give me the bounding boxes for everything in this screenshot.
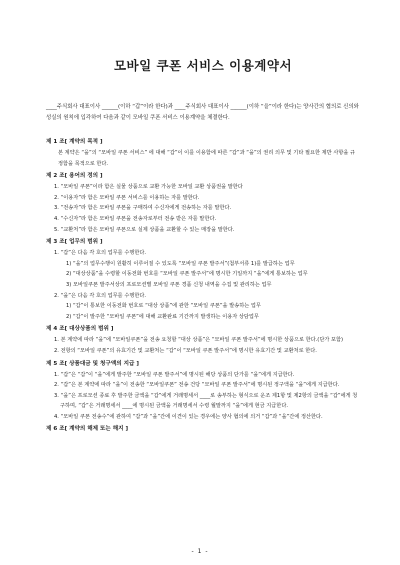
article-item: 2. 전항의 “모바일 쿠폰”의 유효기간 및 교환처는 “갑”이 “모바일 쿠폰 발주서”에 명시한 유효기간 및 교환처로 한다. <box>54 347 317 354</box>
article-item: 1. “갑”은 “갑”이 “을”에게 발주한 “모바일 쿠폰 발주서”에 명시된 해당 상품의 단가를 “을”에게 지급한다. <box>54 371 295 378</box>
article-subitem: 1) “갑”이 통보한 이동전화 번호로 “대상 상품”에 관한 “모바일 쿠폰”을 발송하는 업무 <box>66 303 261 310</box>
article-heading: 제 1 조[ 계약의 목적 ] <box>46 139 103 145</box>
article-3 <box>46 237 360 322</box>
article-heading: 제 2 조[ 용어의 정의 ] <box>46 173 103 180</box>
article-item: 3. “전송자”라 함은 모바일 쿠폰을 구매하여 수신자에게 전송하는 자를 말한다. <box>54 205 232 212</box>
articles-container <box>46 137 360 435</box>
article-4 <box>46 324 360 356</box>
article-item: 4. “모바일 쿠폰 전송수”에 관하여 “갑”과 “을”간에 이견이 있는 경우에는 양사 협의에 의거 “갑”과 “을”간에 정산한다. <box>54 413 323 420</box>
article-heading: 제 6 조[ 계약의 해제 또는 해지 ] <box>46 426 129 433</box>
article-item: 2. “을”은 다음 각 호의 업무를 수행한다. <box>54 292 147 299</box>
article-heading: 제 5 조[ 상품대금 및 청구액의 지급 ] <box>46 360 139 367</box>
article-subitem: 2) “대상상품”을 수령할 이동전화 번호를 “모바일 쿠폰 발주서”에 명시한 기일까지 “을”에게 통보하는 업무 <box>66 271 308 278</box>
article-5 <box>46 359 360 423</box>
article-item: 1. 본 계약에 따라 “을”에 “모바일쿠폰”을 전송 요청할 “대상 상품”은 “모바일 쿠폰 발주서”에 명시한 상품으로 한다.(단가 포함) <box>54 337 344 344</box>
intro-paragraph: ____주식회사 대표이사 ______(이하 “갑”이라 한다)과 ____주식회사 대표이사 ______(이하 “을”이라 한다)는 양사간의 협의로 신의와 성실의 원칙에 입각하여 다음과 같이 모바일 쿠폰 서비스 이용계약을 체결한다. <box>46 104 361 121</box>
article-item: 3. “을”은 프로모션 종료 후 발주한 금액을 “갑”에게 거래명세서 ____로 송부하는 형식으로 운조 제1항 및 제2항의 금액을 “갑”에게 청구하며, “갑”은 거래명세서 ____에 명시된 금액을 거래명세서 수령 월말까지 “을”에게 현금 지급한다. <box>54 392 358 410</box>
article-1 <box>46 137 360 169</box>
article-heading: 제 4 조[ 대상상품의 범위 ] <box>46 326 114 333</box>
document-title: 모바일 쿠폰 서비스 이용계약서 <box>113 58 293 73</box>
page-number: - 1 - <box>191 548 209 555</box>
article-item: 2. “이용자”라 함은 모바일 쿠폰 서비스를 이용하는 자를 말한다. <box>54 194 200 201</box>
article-6 <box>46 424 360 435</box>
article-heading: 제 3 조[ 업무의 범위 ] <box>46 239 103 246</box>
article-subitem: 1) “을”의 업무수행이 원활히 이루어질 수 있도록 “모바일 쿠폰 발주서”(첨부서류 1)를 발급하는 업무 <box>66 260 295 267</box>
article-item: 5. “교환처”라 함은 모바일 쿠폰으로 실제 상품을 교환할 수 있는 매장을 말한다. <box>54 226 235 233</box>
article-subitem: 3) 모바일쿠폰 발주서상의 프로모션별 모바일 쿠폰 경품 신청 내역을 수집 및 관리하는 업무 <box>66 281 272 288</box>
article-body: 본 계약은 “을”의 “모바일 쿠폰 서비스” 에 대해 “갑”이 이를 이용함에 따른 “갑”과 “을”의 권리 의무 및 기타 필요한 제반 사항을 규정함을 목적으로 한다. <box>58 150 356 167</box>
article-subitem: 2) “갑”이 발주한 “모바일 쿠폰”에 대해 교환완료 기간까지 발생하는 이용자 상담업무 <box>66 313 259 320</box>
article-item: 4. “수신자”라 함은 모바일 쿠폰을 전송자로부터 전송 받은 자를 말한다. <box>54 215 217 222</box>
article-item: 1. “갑”은 다음 각 호의 업무를 수행한다. <box>54 250 147 257</box>
article-item: 1. “모바일 쿠폰”이라 함은 실물 상품으로 교환 가능한 모바일 교환 상품권을 말한다 <box>54 184 243 191</box>
article-item: 2. “갑”은 본 계약에 따라 “을”이 전송한 “모바일쿠폰” 전송 건당 “모바일 쿠폰 발주서”에 명시된 정구액을 “을”에게 지급한다. <box>54 382 340 389</box>
article-2 <box>46 171 360 235</box>
